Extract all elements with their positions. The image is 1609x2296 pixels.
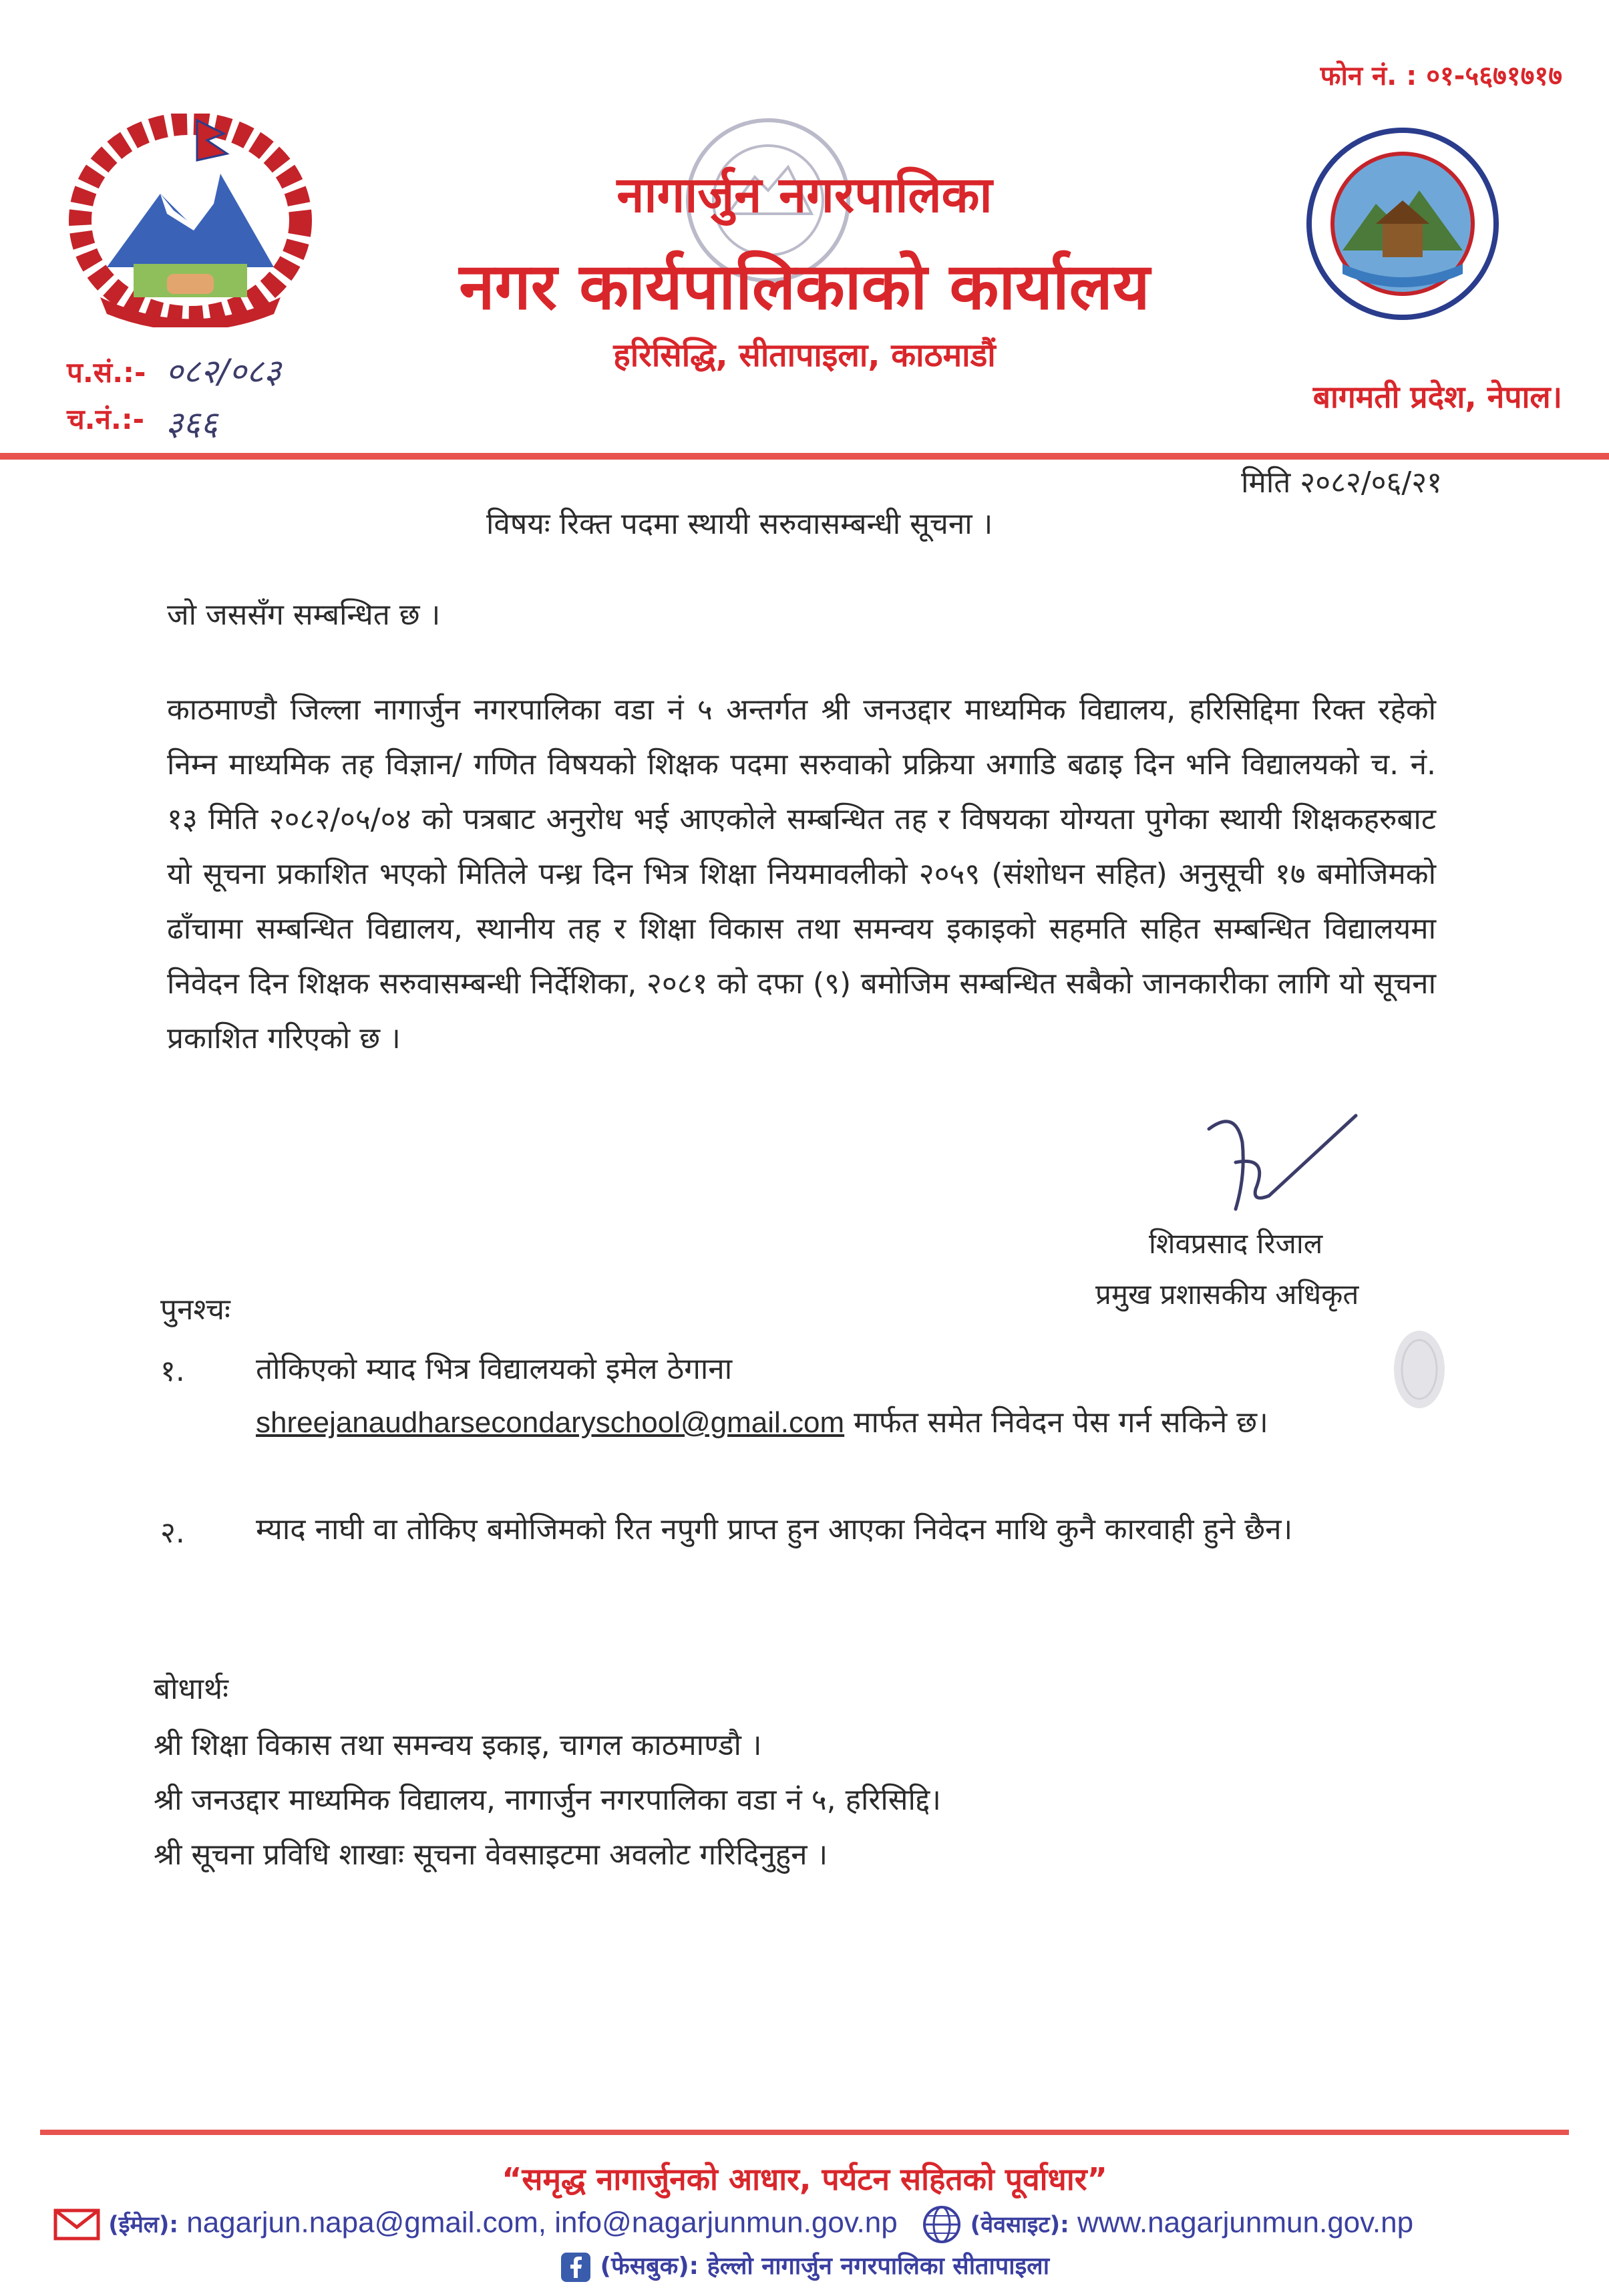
signatory-name: शिवप्रसाद रिजाल	[1149, 1227, 1323, 1260]
facebook-icon	[560, 2251, 592, 2283]
dispatch-number-label: च.नं.:-	[67, 403, 145, 436]
footer-contact	[53, 2204, 1413, 2245]
org-name: नागार्जुन नगरपालिका	[616, 166, 993, 224]
postscript-item-text: म्याद नाघी वा तोकिए बमोजिमको रित नपुगी प्राप्त हुन आएका निवेदन माथि कुनै कारवाही हुने छैन।	[256, 1512, 1293, 1546]
reference-number-label: प.सं.:-	[67, 356, 146, 389]
cc-item: श्री सूचना प्रविधि शाखाः सूचना वेवसाइटमा अवलोट गरिदिनुहुन ।	[154, 1838, 828, 1872]
municipality-logo-icon	[1302, 124, 1503, 324]
office-address: हरिसिद्धि, सीतापाइला, काठमाडौं	[613, 337, 996, 374]
footer-facebook	[0, 2249, 1609, 2283]
signature-icon	[1196, 1102, 1369, 1236]
postscript-item-number: २.	[160, 1516, 185, 1550]
postscript-item-text: मार्फत समेत निवेदन पेस गर्न सकिने छ।	[854, 1406, 1268, 1440]
school-email-link[interactable]: shreejanaudharsecondaryschool@gmail.com	[256, 1406, 845, 1439]
office-name: नगर कार्यपालिकाको कार्यालय	[459, 249, 1150, 324]
postscript-item	[256, 1343, 1425, 1450]
province: बागमती प्रदेश, नेपाल।	[1312, 379, 1562, 415]
signatory-title: प्रमुख प्रशासकीय अधिकृत	[1095, 1278, 1359, 1311]
reference-number-value: ०८२/०८३	[166, 352, 281, 391]
website-label: (वेवसाइट):	[970, 2211, 1069, 2239]
globe-icon	[922, 2204, 962, 2245]
footer-divider	[40, 2130, 1569, 2135]
header-divider	[0, 453, 1609, 460]
facebook-label: (फेसबुक):	[600, 2253, 699, 2280]
mail-icon	[53, 2208, 100, 2241]
dispatch-number-value: ३६६	[166, 404, 218, 443]
cc-item: श्री शिक्षा विकास तथा समन्वय इकाइ, चागल काठमाण्डौ ।	[154, 1728, 762, 1762]
postscript-item-text: तोकिएको म्याद भित्र विद्यालयको इमेल ठेगाना	[256, 1352, 733, 1386]
letter-subject: विषयः रिक्त पदमा स्थायी सरुवासम्बन्धी सूचना ।	[486, 507, 993, 541]
cc-label: बोधार्थः	[154, 1672, 228, 1706]
postscript-item-number: १.	[160, 1354, 185, 1388]
footer-slogan: “समृद्ध नागार्जुनको आधार, पर्यटन सहितको पूर्वाधार”	[502, 2161, 1107, 2197]
footer-website[interactable]: www.nagarjunmun.gov.np	[1077, 2206, 1414, 2239]
postscript-label: पुनश्चः	[160, 1293, 230, 1327]
letter-body: काठमाण्डौ जिल्ला नागार्जुन नगरपालिका वडा नं ५ अन्तर्गत श्री जनउद्दार माध्यमिक विद्यालय, हरिसिद्दिमा रिक्त रहेको निम्न माध्यमिक तह विज्ञान/ गणित विषयको शिक्षक पदमा सरुवाको प्रक्रिया अगाडि बढाइ दिन भनि विद्यालयको च. नं. १३ मिति २०८२/०५/०४ को पत्रबाट अनुरोध भई आएकोले सम्बन्धित तह र विषयका योग्यता पुगेका स्थायी शिक्षकहरुबाट यो सूचना प्रकाशित भएको मितिले पन्ध्र दिन भित्र शिक्षा नियमावलीको २०५९ (संशोधन सहित) अनुसूची १७ बमोजिमको ढाँचामा सम्बन्धित विद्यालय, स्थानीय तह र शिक्षा विकास तथा समन्वय इकाइको सहमति सहित सम्बन्धित विद्यालयमा निवेदन दिन शिक्षक सरुवासम्बन्धी निर्देशिका, २०८१ को दफा (९) बमोजिम सम्बन्धित सबैको जानकारीका लागि यो सूचना प्रकाशित गरिएको छ ।	[167, 693, 1436, 1055]
facebook-page[interactable]: हेल्लो नागार्जुन नगरपालिका सीतापाइला	[707, 2253, 1050, 2280]
letter-date: मिति २०८२/०६/२१	[1241, 466, 1442, 500]
email-label: (ईमेल):	[108, 2211, 178, 2239]
phone-number: फोन नं. : ०१-५६७१७१७	[1320, 61, 1562, 92]
salutation: जो जससँग सम्बन्धित छ ।	[167, 598, 441, 632]
footer-emails[interactable]: nagarjun.napa@gmail.com, info@nagarjunmun.gov.np	[186, 2206, 898, 2239]
cc-item: श्री जनउद्दार माध्यमिक विद्यालय, नागार्जुन नगरपालिका वडा नं ५, हरिसिद्दि।	[154, 1783, 941, 1817]
